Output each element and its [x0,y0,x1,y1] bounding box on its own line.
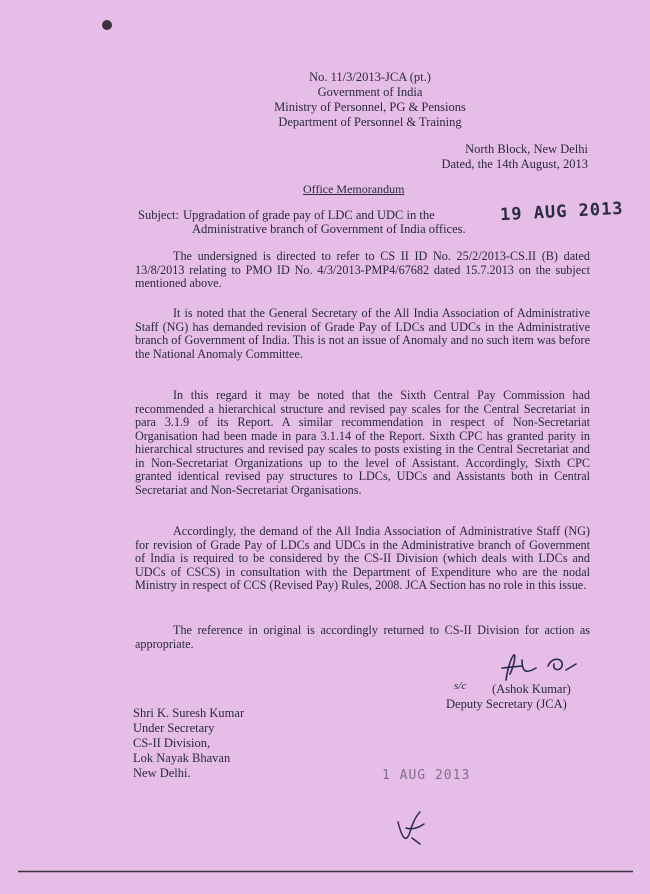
letterhead [250,70,490,130]
bottom-divider [18,870,633,873]
subject-label: Subject: [138,208,179,222]
document-title: Office Memorandum [303,182,405,196]
handwritten-signature [492,652,582,684]
punch-hole [102,20,112,30]
signatory-name: (Ashok Kumar) [492,682,571,696]
paragraph-5: The reference in original is accordingly returned to CS-II Division for action as appropriate. [135,623,590,651]
department-line: Department of Personnel & Training [278,115,462,129]
paragraph-2: It is noted that the General Secretary of the All India Association of Administrative Staff (NG) has demanded revision of Grade Pay of LDCs and UDCs in the Administrative branch of Government of India. This is not an issue of Anomaly and no such item was before the National Anomaly Committee. [135,306,590,361]
addressee-block [133,706,244,781]
date-line: Dated, the 14th August, 2013 [441,157,588,171]
addressee-city: New Delhi. [133,766,191,780]
signatory-designation: Deputy Secretary (JCA) [446,697,567,711]
paragraph-4: Accordingly, the demand of the All India Association of Administrative Staff (NG) for revision of Grade Pay of LDCs and UDCs in the Administrative branch of Government of India is required to be considered by the CS-II Division (which deals with LDCs and UDCs of CSCS) in consultation with the Department of Expenditure who are the nodal Ministry in respect of CCS (Revised Pay) Rules, 2008. JCA Section has no role in this issue. [135,524,590,592]
file-number: No. 11/3/2013-JCA (pt.) [309,70,431,84]
paragraph-1: The undersigned is directed to refer to CS II ID No. 25/2/2013-CS.II (B) dated 13/8/2013 relating to PMO ID No. 4/3/2013-PMP4/67682 dated 15.7.2013 on the subject mentioned above. [135,249,590,290]
faded-date-stamp: 1 AUG 2013 [382,768,471,783]
subject-line-1: Upgradation of grade pay of LDC and UDC in the [182,208,435,222]
handwritten-initials [392,808,432,848]
addressee-division: CS-II Division, [133,736,211,750]
addressee-designation: Under Secretary [133,721,215,735]
subject-line-2: Administrative branch of Government of India offices. [192,222,466,236]
paragraph-3: In this regard it may be noted that the Sixth Central Pay Commission had recommended a hierarchical structure and revised pay scales for the Central Secretariat in para 3.1.9 of its Report. A similar recommendation in respect of Non-Secretariat Organisation had been made in para 3.1.14 of the Report. Sixth CPC has granted parity in hierarchical structures and revised pay scales to posts existing in the Central Secretariat and in Non-Secretariat Organizations up to the level of Assistant. Accordingly, Sixth CPC granted identical revised pay structures to LDCs, UDCs and Assistants both in Central Secretariat and Non-Secretariat Organisations. [135,388,590,497]
place-date [441,142,588,172]
received-date-stamp: 19 AUG 2013 [499,198,625,226]
subject-block [138,208,478,236]
addressee-name: Shri K. Suresh Kumar [133,706,245,720]
sc-mark: s/c [454,680,467,692]
addressee-building: Lok Nayak Bhavan [133,751,231,765]
ministry-line: Ministry of Personnel, PG & Pensions [274,100,466,114]
government-line: Government of India [317,85,423,99]
place: North Block, New Delhi [465,142,588,156]
